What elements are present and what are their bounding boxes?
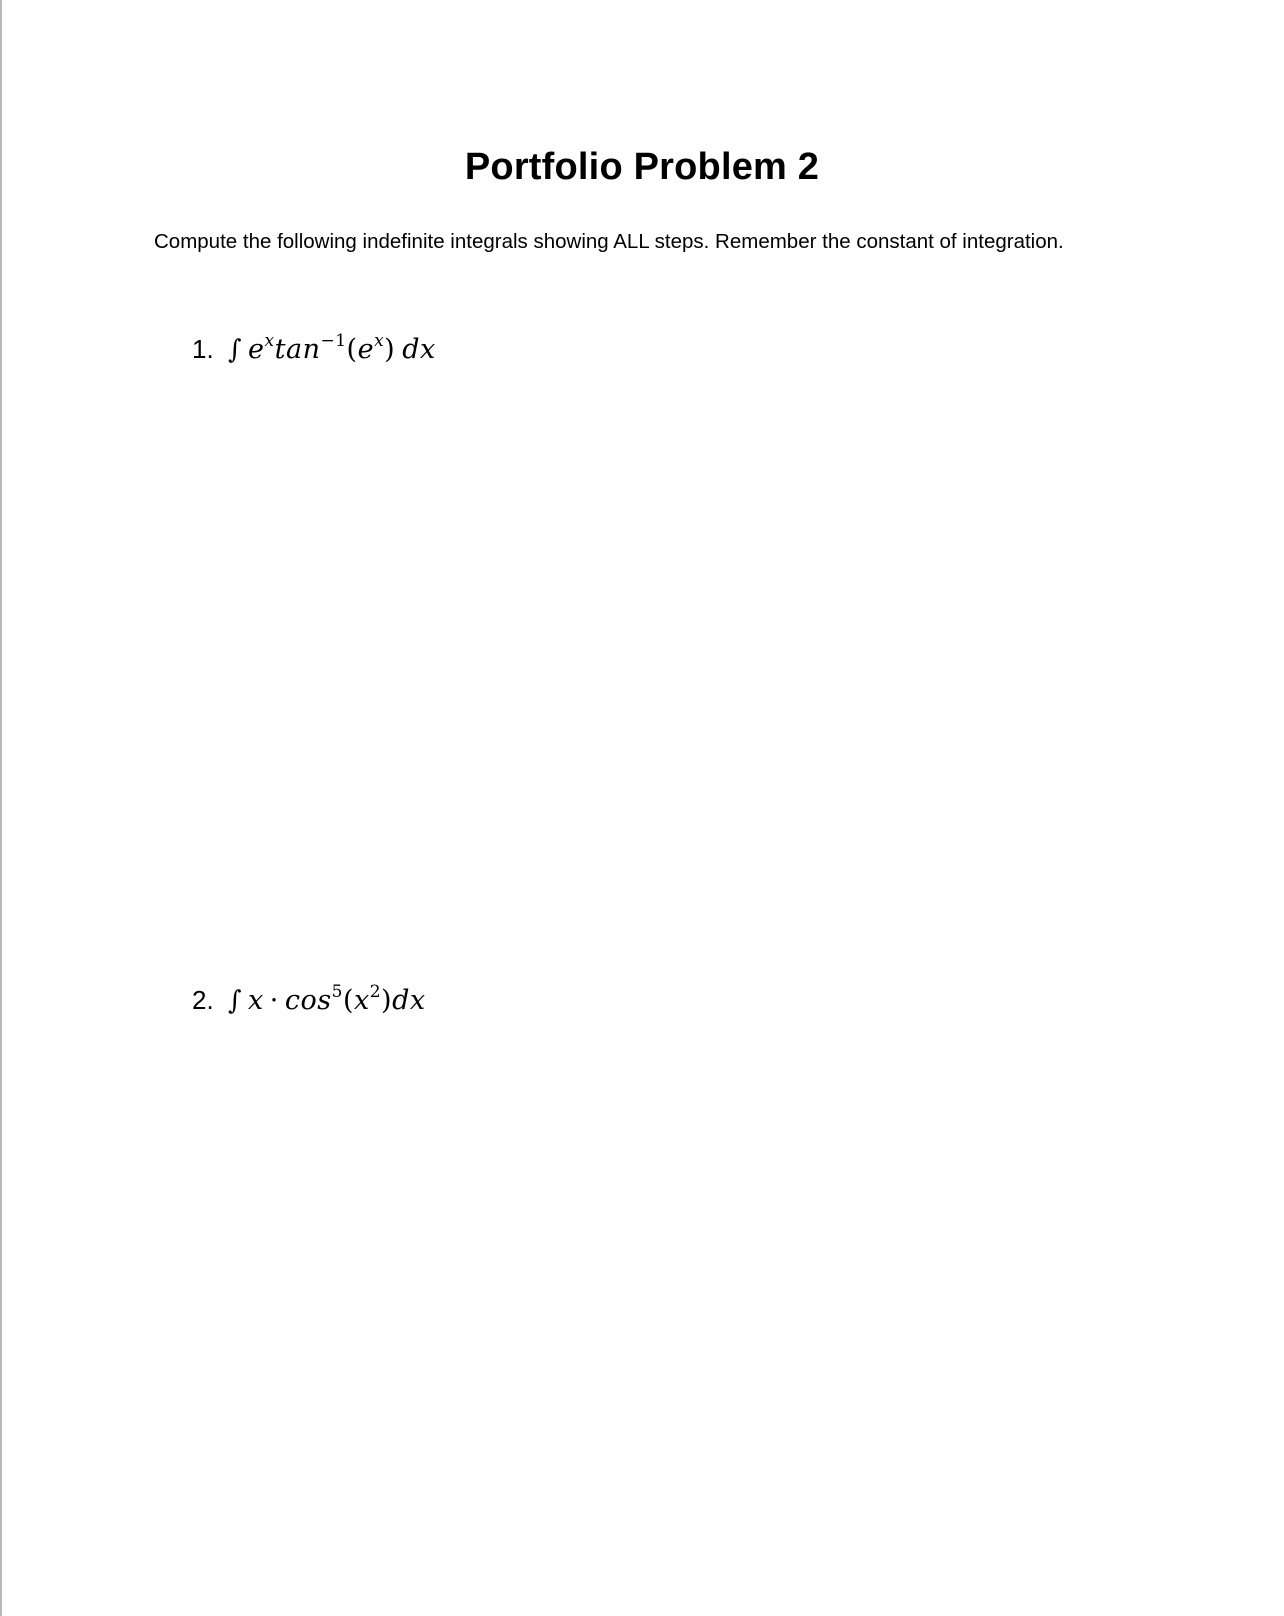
problem-number: 1. — [192, 334, 214, 364]
page-left-edge — [0, 0, 2, 1616]
problem-1 — [192, 331, 436, 365]
math-dot-operator: · — [269, 985, 279, 1016]
integral-sign: ∫ — [228, 986, 243, 1016]
math-differential: dx — [392, 985, 426, 1016]
math-function: cos — [284, 985, 332, 1016]
problem-2 — [192, 982, 426, 1016]
integral-sign: ∫ — [228, 335, 243, 365]
math-base: e — [357, 334, 375, 365]
math-exponent: x — [264, 331, 275, 351]
math-paren-close: ) — [384, 334, 396, 365]
math-exponent: x — [374, 331, 385, 351]
problem-number: 2. — [192, 985, 214, 1015]
math-differential: dx — [402, 334, 436, 365]
integral-expression — [228, 331, 436, 365]
math-paren-open: ( — [342, 985, 354, 1016]
math-function: tan — [274, 334, 321, 365]
math-variable: x — [248, 985, 264, 1016]
math-exponent: −1 — [320, 331, 347, 351]
math-exponent: 2 — [369, 982, 382, 1002]
integral-expression — [228, 982, 426, 1016]
math-exponent: 5 — [331, 982, 343, 1002]
math-base: e — [248, 334, 265, 365]
math-paren-close: ) — [381, 985, 393, 1016]
page-title: Portfolio Problem 2 — [464, 146, 820, 188]
math-paren-open: ( — [346, 334, 358, 365]
instructions-text: Compute the following indefinite integrals showing ALL steps. Remember the constant of integration. — [154, 230, 1064, 253]
math-variable: x — [353, 985, 370, 1016]
